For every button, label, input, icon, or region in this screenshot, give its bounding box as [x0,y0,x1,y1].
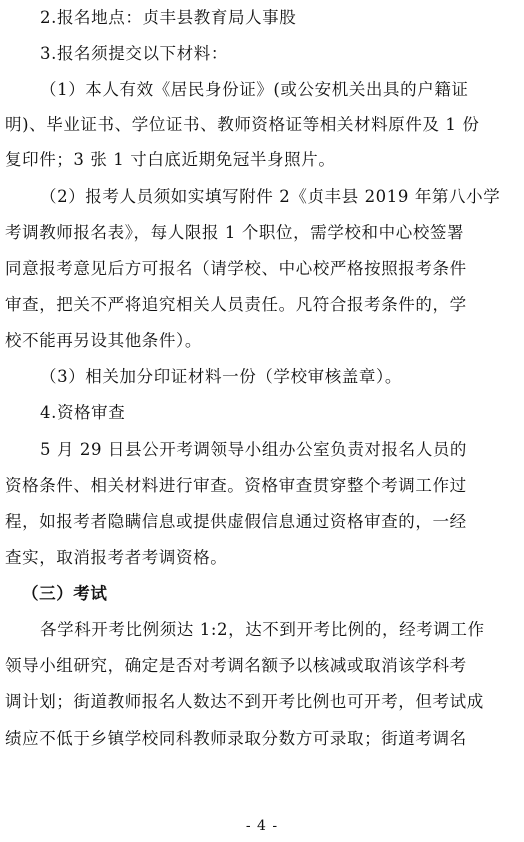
text-line: 校不能再另设其他条件）。 [5,331,202,350]
text-line: 程，如报考者隐瞒信息或提供虚假信息通过资格审查的，一经 [5,512,467,531]
text-line: 同意报考意见后方可报名（请学校、中心校严格按照报考条件 [5,259,467,278]
text-line: 领导小组研究，确定是否对考调名额予以核减或取消该学科考 [5,656,467,675]
text-line: 复印件；3 张 1 寸白底近期免冠半身照片。 [5,150,336,169]
text-line: 明)、毕业证书、学位证书、教师资格证等相关材料原件及 1 份 [5,115,480,134]
text-line: 5 月 29 日县公开考调领导小组办公室负责对报名人员的 [40,440,468,459]
text-line: （3）相关加分印证材料一份（学校审核盖章）。 [40,367,402,386]
section-heading-exam: （三）考试 [22,584,108,603]
text-line: 审查，把关不严将追究相关人员责任。凡符合报考条件的，学 [5,295,467,314]
text-line-registration-location: 2.报名地点：贞丰县教育局人事股 [40,8,297,27]
text-line: 考调教师报名表》，每人限报 1 个职位，需学校和中心校签署 [5,223,465,242]
text-line: （1）本人有效《居民身份证》(或公安机关出具的户籍证 [40,80,469,99]
page-number: - 4 - [245,818,279,834]
text-line-materials-heading: 3.报名须提交以下材料： [40,44,228,63]
text-line: （2）报考人员须如实填写附件 2《贞丰县 2019 年第八小学 [40,187,501,206]
text-line: 各学科开考比例须达 1:2，达不到开考比例的，经考调工作 [40,620,485,639]
text-line-qualification-heading: 4.资格审查 [40,403,126,422]
text-line: 资格条件、相关材料进行审查。资格审查贯穿整个考调工作过 [5,476,467,495]
text-line: 绩应不低于乡镇学校同科教师录取分数方可录取；街道考调名 [5,729,467,748]
text-line: 查实，取消报考者考调资格。 [5,548,228,567]
text-line: 调计划；街道教师报名人数达不到开考比例也可开考，但考试成 [5,692,484,711]
